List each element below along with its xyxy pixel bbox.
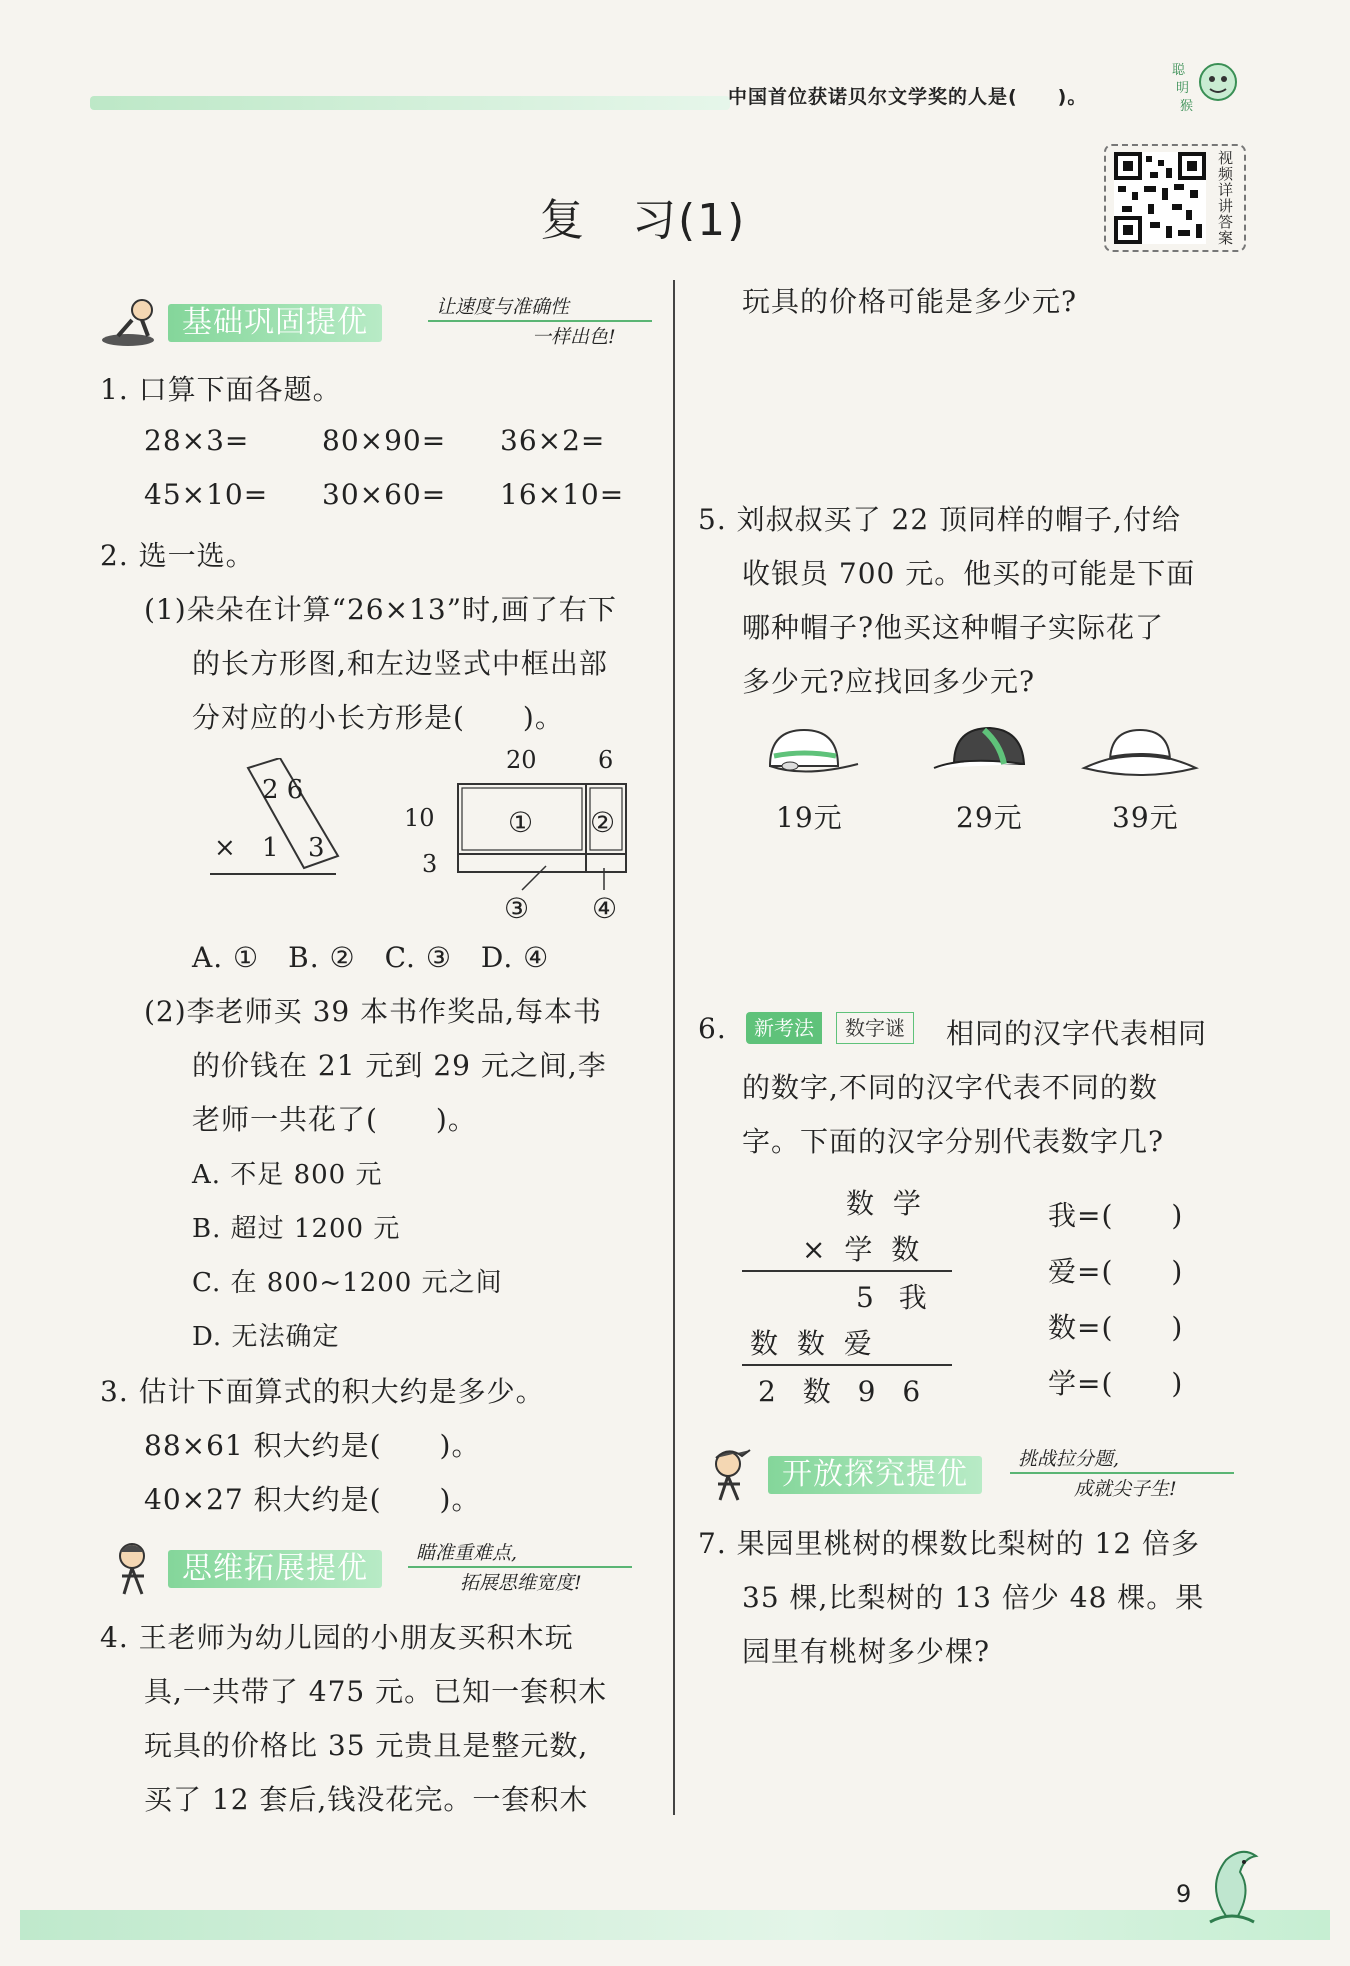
q6-line: 字。下面的汉字分别代表数字几? — [742, 1125, 1165, 1158]
q2-p2-line: 的价钱在 21 元到 29 元之间,李 — [192, 1049, 607, 1082]
section-thinking-label: 思维拓展提优 — [168, 1550, 382, 1588]
q5-line: 5. 刘叔叔买了 22 顶同样的帽子,付给 — [698, 503, 1181, 536]
puzzle-row-1: 数 学 — [846, 1187, 922, 1220]
section-basic-note1: 让速度与准确性 — [436, 296, 570, 318]
q6-answer: 数=( ) — [1048, 1311, 1184, 1344]
q6-answer: 我=( ) — [1048, 1199, 1184, 1232]
section-thinking-note1: 瞄准重难点, — [416, 1542, 518, 1564]
rect-label-20: 20 — [506, 746, 537, 774]
q6-line: 的数字,不同的汉字代表不同的数 — [742, 1071, 1158, 1104]
q1-stem: 1. 口算下面各题。 — [100, 373, 342, 406]
explorer-kid-icon — [698, 1444, 768, 1504]
q1-item: 45×10= — [144, 478, 269, 511]
page-title: 复 习(1) — [540, 195, 747, 246]
column-divider — [673, 280, 675, 1815]
q1-item: 30×60= — [322, 478, 447, 511]
q7-line: 35 棵,比梨树的 13 倍少 48 棵。果 — [742, 1581, 1205, 1614]
digit-puzzle-tag: 数字谜 — [836, 1012, 914, 1044]
svg-text:聪: 聪 — [1172, 63, 1186, 78]
q2-p1-line: (1)朵朵在计算“26×13”时,画了右下 — [144, 593, 617, 626]
qr-code-icon — [1114, 152, 1206, 244]
q1-item: 80×90= — [322, 424, 447, 457]
page-number: 9 — [1176, 1880, 1192, 1908]
q5-line: 哪种帽子?他买这种帽子实际花了 — [742, 611, 1165, 644]
section-explore-label: 开放探究提优 — [768, 1456, 982, 1494]
q6-answer: 学=( ) — [1048, 1367, 1184, 1400]
vertical-times: × — [214, 833, 236, 863]
rect-cell-1: ① — [508, 806, 534, 839]
q5-price: 29元 — [956, 801, 1023, 834]
q4-continued: 玩具的价格可能是多少元? — [742, 285, 1078, 318]
q5-price: 39元 — [1112, 801, 1179, 834]
header-strip — [90, 96, 730, 110]
q2-option-b: B. 超过 1200 元 — [192, 1214, 401, 1244]
q6-answer: 爱=( ) — [1048, 1255, 1184, 1288]
vertical-multiplication-figure — [200, 758, 350, 878]
q2-p1-line: 分对应的小长方形是( )。 — [192, 701, 564, 734]
q6-line: 相同的汉字代表相同 — [946, 1017, 1208, 1050]
rect-cell-4: ④ — [592, 892, 618, 924]
footer-strip — [20, 1910, 1330, 1940]
section-explore-banner — [698, 1444, 1238, 1504]
q7-line: 7. 果园里桃树的棵数比梨树的 12 倍多 — [698, 1527, 1201, 1560]
puzzle-rule — [742, 1364, 952, 1366]
q2-option-c: C. 在 800~1200 元之间 — [192, 1268, 503, 1298]
q2-option-a: A. 不足 800 元 — [192, 1160, 383, 1190]
vertical-bottom-b: 3 — [308, 833, 325, 863]
section-basic-label: 基础巩固提优 — [168, 304, 382, 342]
qr-label: 视频详讲答案 — [1218, 149, 1234, 247]
q2-p2-line: (2)李老师买 39 本书作奖品,每本书 — [144, 995, 602, 1028]
vertical-top-digits: 2 6 — [262, 775, 304, 805]
q2-stem: 2. 选一选。 — [100, 539, 255, 572]
section-basic-banner — [98, 292, 658, 352]
q3-line: 40×27 积大约是( )。 — [144, 1483, 481, 1516]
section-basic-rule — [428, 320, 652, 322]
puzzle-row-2: × 学 数 — [802, 1233, 921, 1266]
thinking-kid-icon — [98, 1538, 168, 1598]
q3-line: 88×61 积大约是( )。 — [144, 1429, 481, 1462]
q1-item: 28×3= — [144, 424, 250, 457]
section-explore-note2: 成就尖子生! — [1074, 1478, 1177, 1500]
svg-text:明: 明 — [1176, 81, 1190, 96]
monkey-mascot-icon — [1170, 54, 1248, 118]
rect-label-3: 3 — [422, 850, 438, 878]
q2-options-1: A. ① B. ② C. ③ D. ④ — [192, 941, 550, 974]
q2-p2-line: 老师一共花了( )。 — [192, 1103, 477, 1136]
q4-line: 具,一共带了 475 元。已知一套积木 — [144, 1675, 608, 1708]
puzzle-rule — [742, 1270, 952, 1272]
q1-item: 16×10= — [500, 478, 625, 511]
cap-icon — [754, 722, 864, 792]
q2-option-d: D. 无法确定 — [192, 1322, 340, 1352]
q5-price: 19元 — [776, 801, 843, 834]
new-method-tag: 新考法 — [746, 1012, 822, 1044]
q1-item: 36×2= — [500, 424, 606, 457]
q4-line: 玩具的价格比 35 元贵且是整元数, — [144, 1729, 589, 1762]
header-quiz: 中国首位获诺贝尔文学奖的人是( )。 — [728, 86, 1088, 108]
section-thinking-note2: 拓展思维宽度! — [460, 1572, 582, 1594]
section-basic-note2: 一样出色! — [532, 326, 616, 348]
rect-cell-2: ② — [590, 806, 616, 839]
section-explore-rule — [1010, 1472, 1234, 1474]
q6-number: 6. — [698, 1012, 727, 1045]
vertical-bottom-a: 1 — [262, 833, 279, 863]
svg-text:猴: 猴 — [1180, 99, 1194, 114]
rect-label-10: 10 — [404, 804, 435, 832]
q2-p1-line: 的长方形图,和左边竖式中框出部 — [192, 647, 608, 680]
area-model-figure — [396, 742, 636, 924]
skateboard-kid-icon — [98, 292, 168, 352]
qr-code-box[interactable] — [1104, 144, 1246, 252]
section-explore-note1: 挑战拉分题, — [1018, 1448, 1120, 1470]
section-thinking-banner — [98, 1538, 638, 1598]
q7-line: 园里有桃树多少棵? — [742, 1635, 991, 1668]
puzzle-row-5: 2 数 9 6 — [758, 1375, 922, 1408]
baseball-cap-icon — [924, 722, 1034, 792]
q5-line: 多少元?应找回多少元? — [742, 665, 1036, 698]
q4-line: 买了 12 套后,钱没花完。一套积木 — [144, 1783, 589, 1816]
rect-cell-3: ③ — [504, 892, 530, 924]
q4-line: 4. 王老师为幼儿园的小朋友买积木玩 — [100, 1621, 574, 1654]
q5-line: 收银员 700 元。他买的可能是下面 — [742, 557, 1196, 590]
q3-stem: 3. 估计下面算式的积大约是多少。 — [100, 1375, 545, 1408]
dolphin-icon — [1196, 1846, 1266, 1926]
puzzle-row-3: 5 我 — [856, 1281, 928, 1314]
section-thinking-rule — [408, 1566, 632, 1568]
rect-label-6: 6 — [598, 746, 614, 774]
puzzle-row-4: 数 数 爱 — [750, 1327, 873, 1360]
sun-hat-icon — [1080, 722, 1200, 792]
